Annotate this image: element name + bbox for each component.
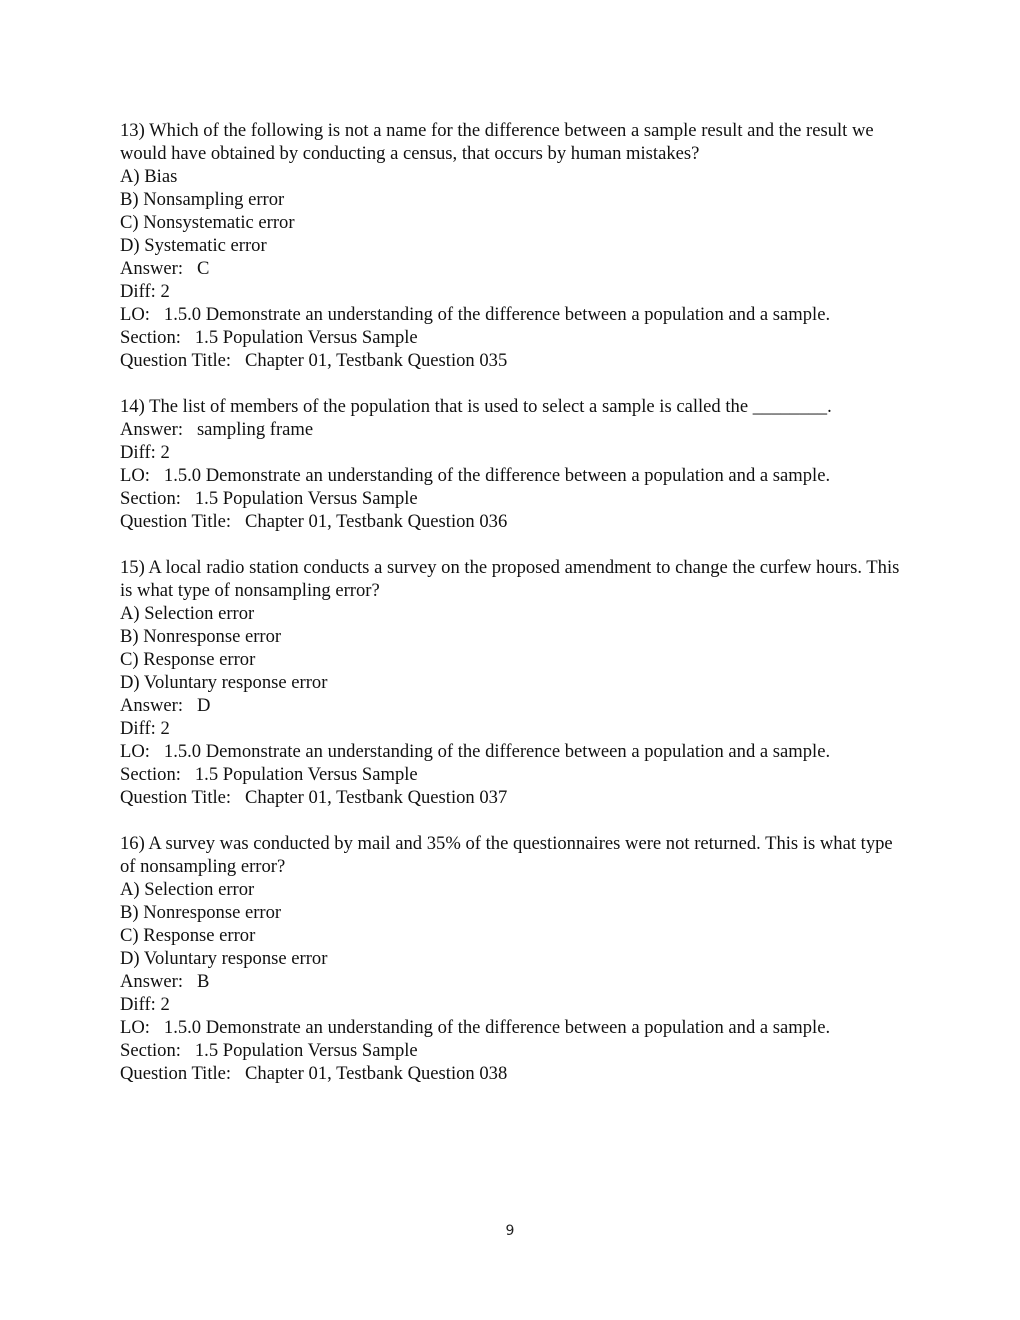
option-b: B) Nonresponse error bbox=[120, 902, 282, 923]
option-c: C) Nonsystematic error bbox=[120, 212, 295, 233]
option-b: B) Nonsampling error bbox=[120, 189, 285, 210]
question-14 bbox=[120, 395, 910, 533]
learning-objective-line: LO: 1.5.0 Demonstrate an understanding of the difference between a population and a sample. bbox=[120, 304, 831, 325]
question-title-line: Question Title: Chapter 01, Testbank Question 038 bbox=[120, 1063, 508, 1084]
question-stem: 16) A survey was conducted by mail and 35% of the questionnaires were not returned. This is what type of nonsampling error? bbox=[120, 833, 893, 877]
option-b: B) Nonresponse error bbox=[120, 626, 282, 647]
answer-line: Answer: D bbox=[120, 695, 211, 716]
question-15 bbox=[120, 556, 910, 809]
option-d: D) Voluntary response error bbox=[120, 948, 328, 969]
difficulty-line: Diff: 2 bbox=[120, 718, 170, 739]
answer-line: Answer: B bbox=[120, 971, 210, 992]
question-16 bbox=[120, 832, 910, 1085]
difficulty-line: Diff: 2 bbox=[120, 994, 170, 1015]
section-line: Section: 1.5 Population Versus Sample bbox=[120, 488, 418, 509]
question-stem: 13) Which of the following is not a name for the difference between a sample result and the result we would have obtained by conducting a census, that occurs by human mistakes? bbox=[120, 120, 874, 164]
question-title-line: Question Title: Chapter 01, Testbank Question 037 bbox=[120, 787, 508, 808]
question-stem: 14) The list of members of the population that is used to select a sample is called the ________. bbox=[120, 396, 832, 417]
difficulty-line: Diff: 2 bbox=[120, 281, 170, 302]
option-d: D) Systematic error bbox=[120, 235, 267, 256]
page-number: 9 bbox=[505, 1223, 515, 1239]
answer-line: Answer: sampling frame bbox=[120, 419, 314, 440]
question-title-line: Question Title: Chapter 01, Testbank Question 035 bbox=[120, 350, 508, 371]
section-line: Section: 1.5 Population Versus Sample bbox=[120, 1040, 418, 1061]
option-c: C) Response error bbox=[120, 925, 256, 946]
option-a: A) Selection error bbox=[120, 603, 255, 624]
question-list bbox=[120, 119, 910, 1108]
question-title-line: Question Title: Chapter 01, Testbank Question 036 bbox=[120, 511, 508, 532]
question-stem: 15) A local radio station conducts a survey on the proposed amendment to change the curfew hours. This is what type of nonsampling error? bbox=[120, 557, 900, 601]
option-a: A) Selection error bbox=[120, 879, 255, 900]
learning-objective-line: LO: 1.5.0 Demonstrate an understanding of the difference between a population and a sample. bbox=[120, 465, 831, 486]
learning-objective-line: LO: 1.5.0 Demonstrate an understanding of the difference between a population and a sample. bbox=[120, 1017, 831, 1038]
option-c: C) Response error bbox=[120, 649, 256, 670]
section-line: Section: 1.5 Population Versus Sample bbox=[120, 764, 418, 785]
option-d: D) Voluntary response error bbox=[120, 672, 328, 693]
option-a: A) Bias bbox=[120, 166, 178, 187]
section-line: Section: 1.5 Population Versus Sample bbox=[120, 327, 418, 348]
answer-line: Answer: C bbox=[120, 258, 210, 279]
learning-objective-line: LO: 1.5.0 Demonstrate an understanding of the difference between a population and a sample. bbox=[120, 741, 831, 762]
difficulty-line: Diff: 2 bbox=[120, 442, 170, 463]
question-13 bbox=[120, 119, 910, 372]
